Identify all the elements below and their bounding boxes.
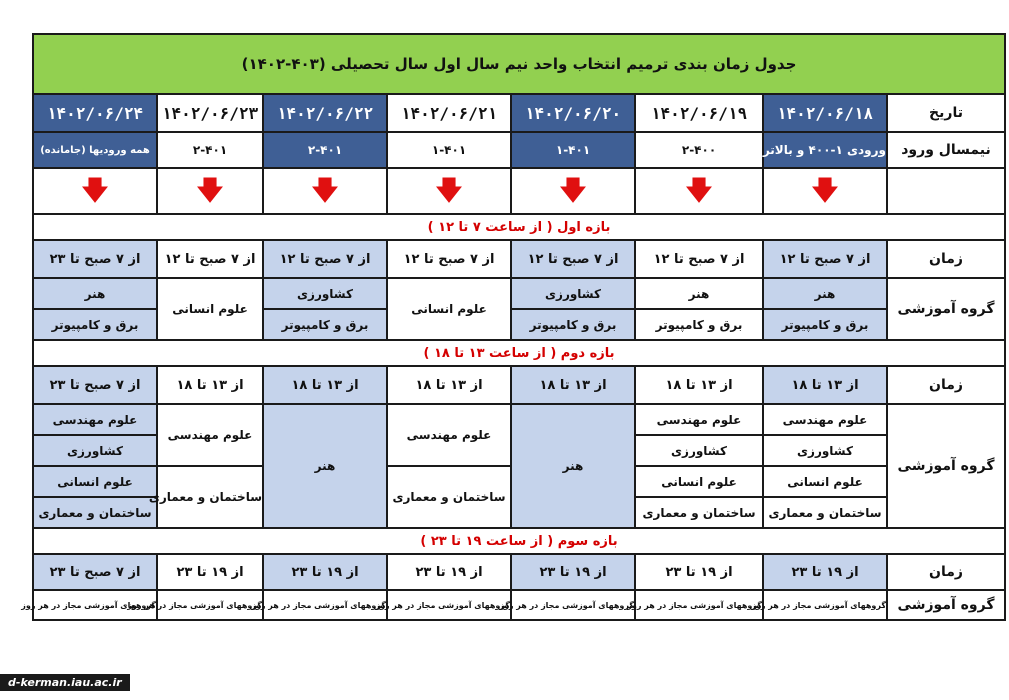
group-cell: برق و کامپیوتر	[763, 309, 887, 340]
time-cell: از ۷ صبح تا ۱۲	[387, 240, 511, 278]
date-cell: ۱۴۰۲/۰۶/۲۲	[263, 94, 387, 132]
group-cell: هنر	[763, 278, 887, 309]
time-cell: از ۱۹ تا ۲۳	[635, 554, 763, 590]
group-cell: علوم انسانی	[33, 466, 157, 497]
group-cell: ساختمان و معماری	[157, 466, 263, 528]
arrow-label-spacer	[887, 168, 1005, 214]
label-group: گروه آموزشی	[887, 404, 1005, 528]
group-cell: علوم مهندسی	[387, 404, 511, 466]
group-cell: کشاورزی	[33, 435, 157, 466]
group-cell: هنر	[511, 404, 635, 528]
group-cell: کشاورزی	[511, 278, 635, 309]
group-cell: گروههای آموزشی مجاز در هر روز	[763, 590, 887, 620]
group-cell: کشاورزی	[263, 278, 387, 309]
group-cell: علوم مهندسی	[33, 404, 157, 435]
time-cell: از ۷ صبح تا ۲۳	[33, 554, 157, 590]
time-cell: از ۱۹ تا ۲۳	[511, 554, 635, 590]
group-cell: ساختمان و معماری	[387, 466, 511, 528]
group-cell: علوم مهندسی	[157, 404, 263, 466]
date-cell: ۱۴۰۲/۰۶/۲۳	[157, 94, 263, 132]
down-arrow-icon: 🡇	[559, 176, 587, 206]
label-entry: نیمسال ورود	[887, 132, 1005, 168]
group-cell: گروههای آموزشی مجاز در هر روز	[387, 590, 511, 620]
time-cell: از ۷ صبح تا ۲۳	[33, 366, 157, 404]
down-arrow-icon: 🡇	[196, 176, 224, 206]
date-cell: ۱۴۰۲/۰۶/۲۱	[387, 94, 511, 132]
entry-cell: ۲-۴۰۱	[157, 132, 263, 168]
time-cell: از ۱۹ تا ۲۳	[263, 554, 387, 590]
group-cell: گروههای آموزشی مجاز در هر روز	[263, 590, 387, 620]
label-time: زمان	[887, 366, 1005, 404]
label-time: زمان	[887, 554, 1005, 590]
down-arrow-icon: 🡇	[81, 176, 109, 206]
date-cell: ۱۴۰۲/۰۶/۲۴	[33, 94, 157, 132]
down-arrow-icon: 🡇	[685, 176, 713, 206]
group-cell: ساختمان و معماری	[635, 497, 763, 528]
group-cell: گروههای آموزشی مجاز در هر روز	[511, 590, 635, 620]
time-cell: از ۱۳ تا ۱۸	[157, 366, 263, 404]
entry-cell: همه ورودیها (جامانده)	[33, 132, 157, 168]
entry-cell: ۲-۴۰۱	[263, 132, 387, 168]
group-cell: علوم انسانی	[157, 278, 263, 340]
band-1-title: بازه اول ( از ساعت ۷ تا ۱۲ )	[427, 219, 611, 235]
group-cell: ساختمان و معماری	[33, 497, 157, 528]
group-cell: علوم انسانی	[387, 278, 511, 340]
time-cell: از ۱۳ تا ۱۸	[763, 366, 887, 404]
group-cell: علوم مهندسی	[763, 404, 887, 435]
site-watermark: d-kerman.iau.ac.ir	[0, 674, 130, 691]
group-cell: هنر	[33, 278, 157, 309]
group-cell: علوم انسانی	[763, 466, 887, 497]
group-cell: علوم مهندسی	[635, 404, 763, 435]
label-time: زمان	[887, 240, 1005, 278]
down-arrow-icon: 🡇	[435, 176, 463, 206]
group-cell: برق و کامپیوتر	[511, 309, 635, 340]
time-cell: از ۷ صبح تا ۲۳	[33, 240, 157, 278]
time-cell: از ۱۳ تا ۱۸	[511, 366, 635, 404]
label-group: گروه آموزشی	[887, 590, 1005, 620]
entry-cell: ۲-۴۰۰	[635, 132, 763, 168]
group-cell: برق و کامپیوتر	[263, 309, 387, 340]
band-2-title: بازه دوم ( از ساعت ۱۳ تا ۱۸ )	[423, 345, 615, 361]
group-cell: ساختمان و معماری	[763, 497, 887, 528]
time-cell: از ۷ صبح تا ۱۲	[511, 240, 635, 278]
label-date: تاریخ	[887, 94, 1005, 132]
date-cell: ۱۴۰۲/۰۶/۱۸	[763, 94, 887, 132]
time-cell: از ۷ صبح تا ۱۲	[763, 240, 887, 278]
down-arrow-icon: 🡇	[311, 176, 339, 206]
band-3-title: بازه سوم ( از ساعت ۱۹ تا ۲۳ )	[420, 533, 618, 549]
group-cell: علوم انسانی	[635, 466, 763, 497]
entry-cell: ورودی ۱-۴۰۰ و بالاتر	[763, 132, 887, 168]
group-cell: هنر	[263, 404, 387, 528]
time-cell: از ۱۹ تا ۲۳	[763, 554, 887, 590]
group-cell: گروههای آموزشی مجاز در هر روز	[635, 590, 763, 620]
label-group: گروه آموزشی	[887, 278, 1005, 340]
time-cell: از ۱۳ تا ۱۸	[387, 366, 511, 404]
group-cell: گروههای آموزشی مجاز در هر روز	[157, 590, 263, 620]
group-cell: برق و کامپیوتر	[635, 309, 763, 340]
time-cell: از ۱۳ تا ۱۸	[635, 366, 763, 404]
entry-cell: ۱-۴۰۱	[387, 132, 511, 168]
band-1-header	[33, 214, 1005, 240]
band-3-header	[33, 528, 1005, 554]
group-cell: کشاورزی	[763, 435, 887, 466]
time-cell: از ۱۹ تا ۲۳	[157, 554, 263, 590]
schedule-table	[21, 33, 1006, 621]
group-cell: کشاورزی	[635, 435, 763, 466]
group-cell: برق و کامپیوتر	[33, 309, 157, 340]
time-cell: از ۷ صبح تا ۱۲	[635, 240, 763, 278]
date-cell: ۱۴۰۲/۰۶/۱۹	[635, 94, 763, 132]
time-cell: از ۱۳ تا ۱۸	[263, 366, 387, 404]
time-cell: از ۷ صبح تا ۱۲	[157, 240, 263, 278]
down-arrow-icon: 🡇	[811, 176, 839, 206]
time-cell: از ۱۹ تا ۲۳	[387, 554, 511, 590]
time-cell: از ۷ صبح تا ۱۲	[263, 240, 387, 278]
band-2-header	[33, 340, 1005, 366]
group-cell: گروههای آموزشی مجاز در هر روز	[33, 590, 157, 620]
group-cell: هنر	[635, 278, 763, 309]
schedule-sheet	[21, 33, 995, 621]
date-cell: ۱۴۰۲/۰۶/۲۰	[511, 94, 635, 132]
entry-cell: ۱-۴۰۱	[511, 132, 635, 168]
page-title: جدول زمان بندی ترمیم انتخاب واحد نیم سال اول سال تحصیلی (۴۰۳-۱۴۰۲)	[33, 34, 1005, 94]
